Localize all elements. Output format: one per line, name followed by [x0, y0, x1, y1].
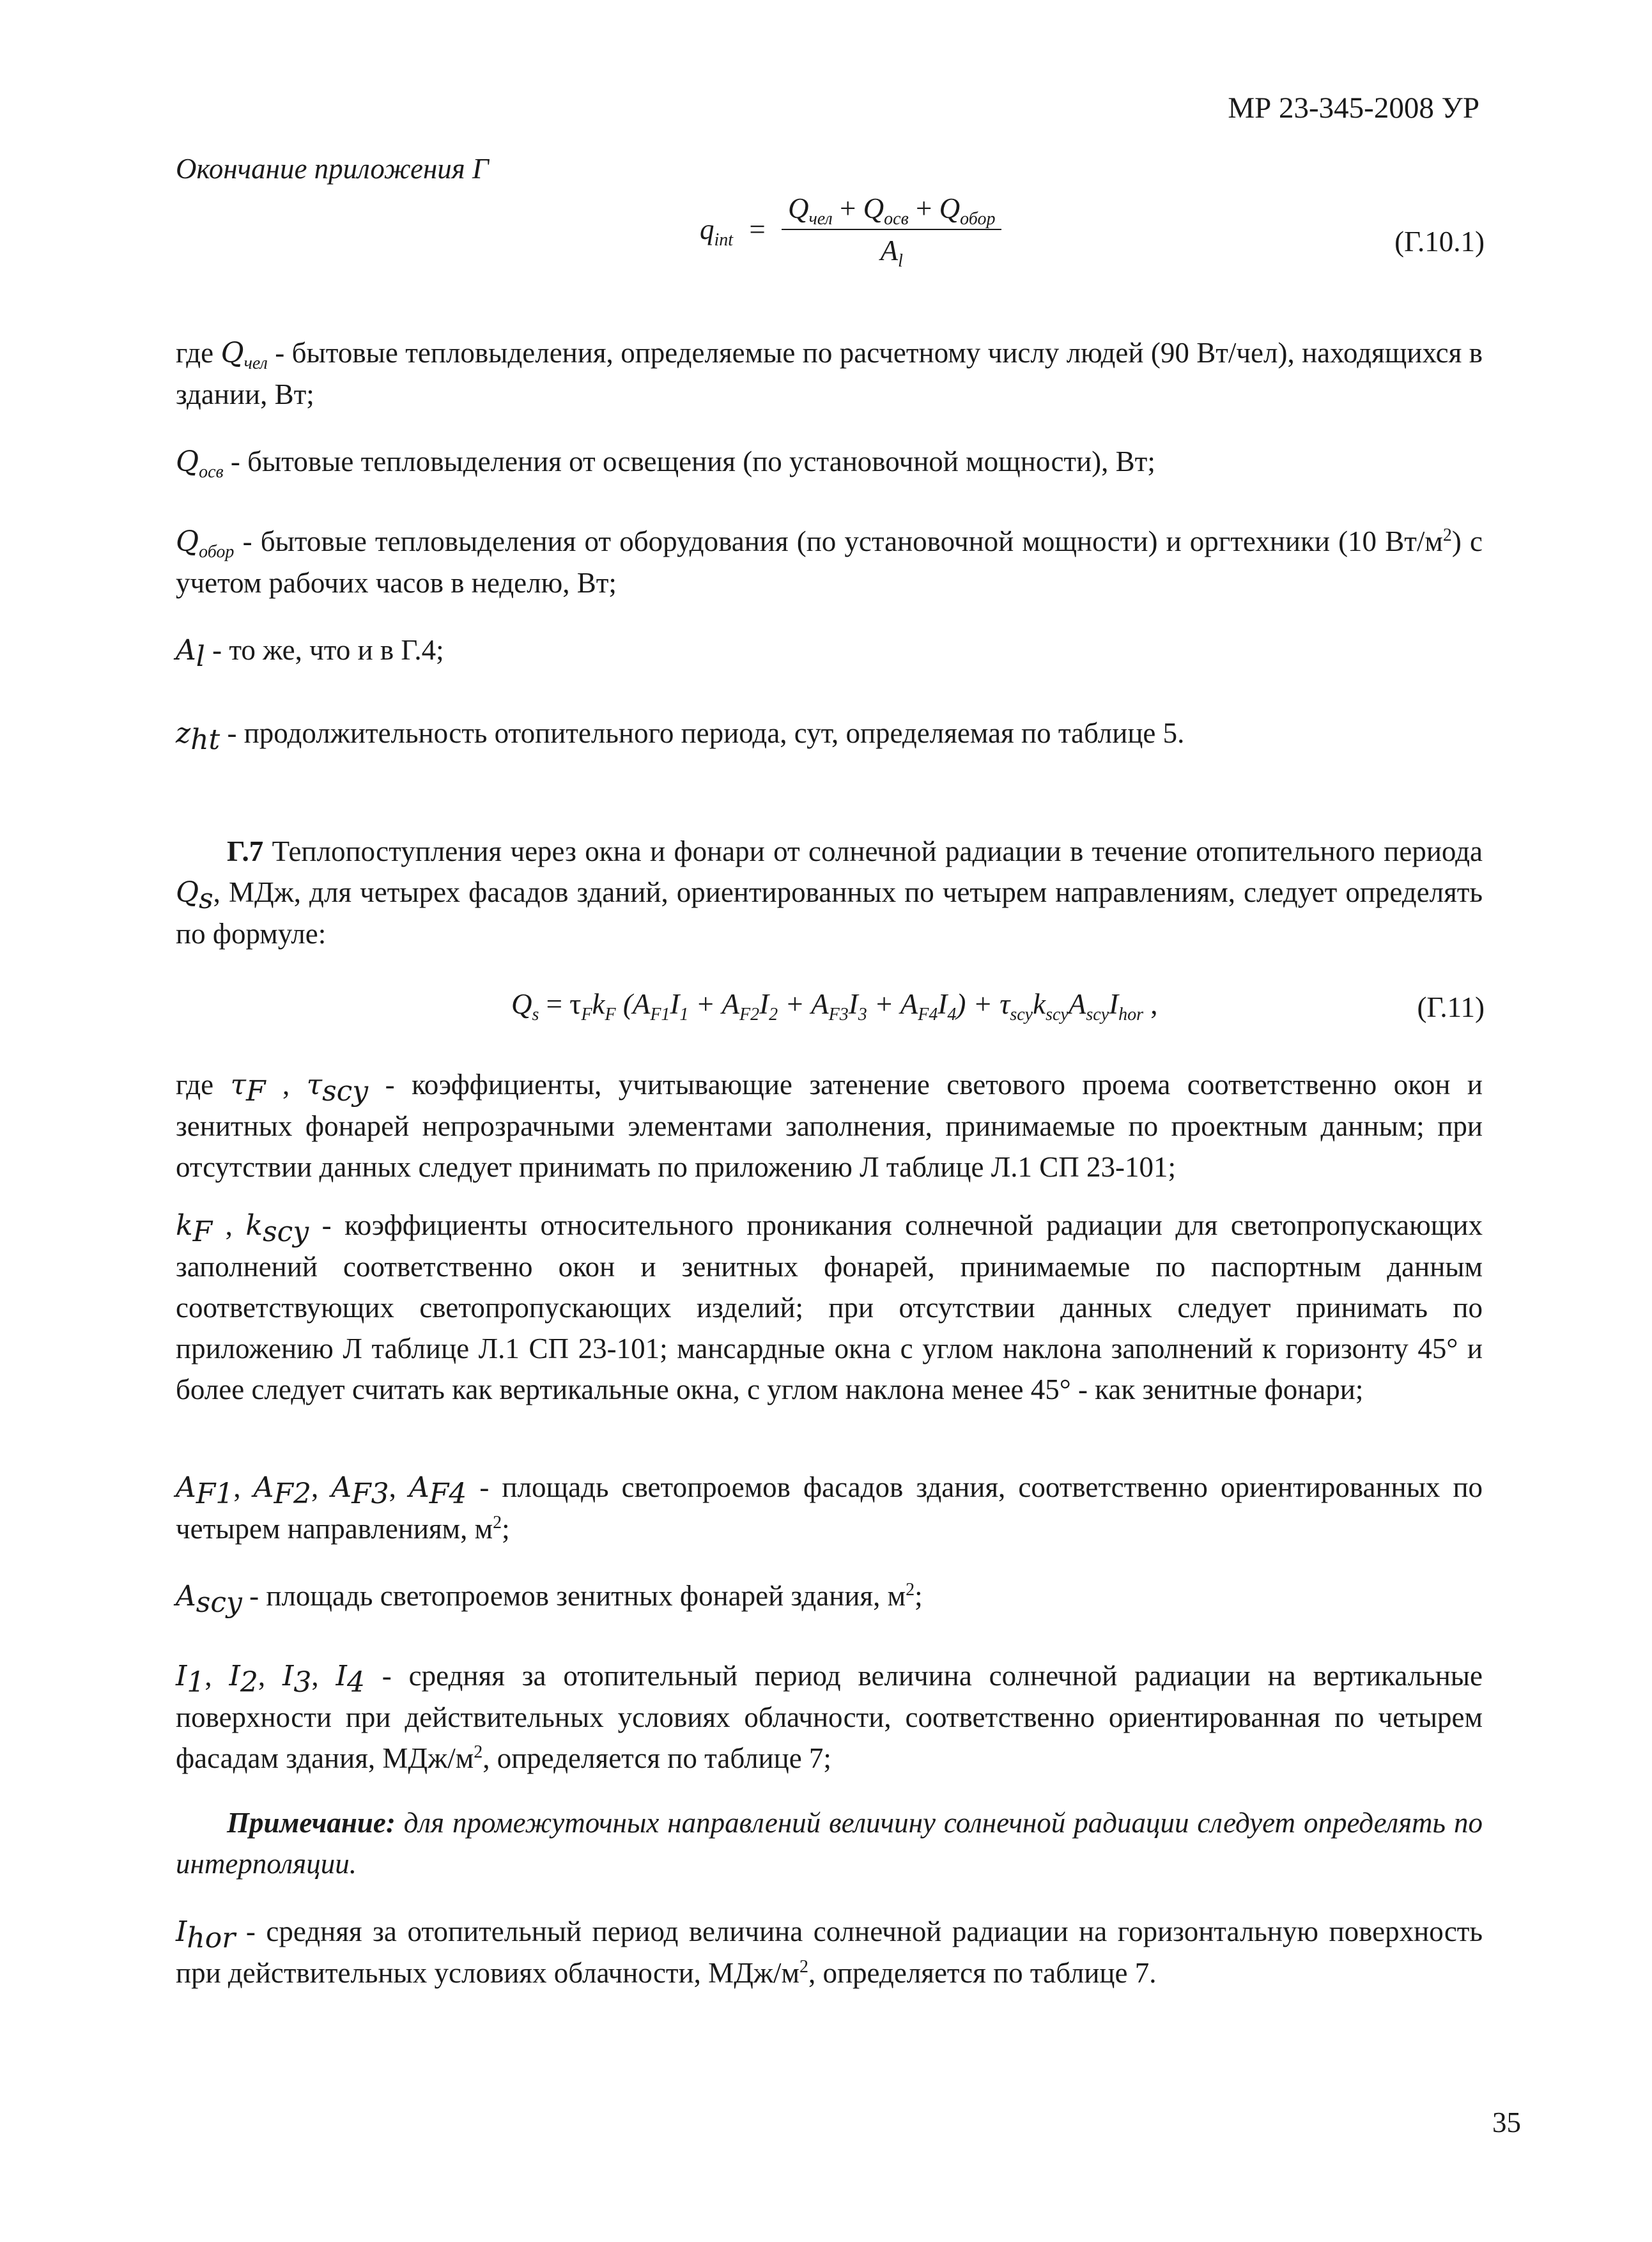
sym-i: I	[229, 1660, 240, 1692]
f11-p2: + A	[688, 988, 739, 1020]
def-sup: 2	[799, 1957, 808, 1977]
sym-a: A	[176, 634, 196, 667]
sym-q: Q	[220, 337, 244, 369]
sym-q: Q	[176, 876, 199, 909]
def-text: ) с учетом рабочих часов в неделю, Вт;	[176, 525, 1483, 599]
def-i-hor	[176, 1911, 1483, 1993]
sym-sub: s	[199, 883, 213, 915]
formula-g10-1: $q_{int}$ = $\frac{Q_{чел} + Q_{осв} + Q_{обор}}{A_l}$	[700, 192, 1001, 267]
f11-k-sub: F	[605, 1005, 616, 1024]
page-number: 35	[1492, 2107, 1521, 2138]
document-code: МР 23-345-2008 УР	[1228, 91, 1479, 125]
f11-tau-sub: F	[581, 1005, 592, 1024]
sym-sub: F	[192, 1216, 213, 1248]
f11-i4: I	[938, 988, 948, 1020]
def-a-l	[176, 630, 1483, 671]
def-sup: 2	[906, 1580, 915, 1600]
def-sup: 2	[474, 1742, 483, 1762]
def-q-obor	[176, 521, 1483, 603]
f11-i4-sub: 4	[947, 1005, 957, 1024]
num-q-obor: Q	[939, 192, 961, 224]
sym-sub: осв	[199, 462, 224, 482]
sym-sub: scy	[196, 1586, 242, 1619]
f11-i2: I	[759, 988, 769, 1020]
section-text: , МДж, для четырех фасадов зданий, ориентированных по четырем направлениям, следует определять по формуле:	[176, 876, 1483, 950]
def-text: - то же, что и в Г.4;	[205, 634, 444, 666]
note-text: для промежуточных направлений величину солнечной радиации следует определять по интерполяции.	[176, 1807, 1483, 1880]
sym-sub: 1	[187, 1666, 205, 1699]
num-q-chel-sub: чел	[808, 209, 833, 229]
def-text: - бытовые тепловыделения, определяемые по расчетному числу людей (90 Вт/чел), находящихся в здании, Вт;	[176, 337, 1483, 410]
def-sup: 2	[493, 1513, 502, 1533]
f11-p3: + A	[778, 988, 829, 1020]
def-q-osv	[176, 441, 1483, 483]
def-text: - средняя за отопительный период величина солнечной радиации на горизонтальную поверхность при действительных условиях облачности, МДж/м	[176, 1915, 1483, 1989]
sym-sub: 3	[293, 1666, 312, 1699]
def-q-chel: где $Q_{чел}$ - бытовые тепловыделения, определяемые по расчетному числу людей (90 Вт/чел), находящихся в здании, Вт;	[176, 337, 1483, 410]
sym-sub: обор	[199, 542, 235, 562]
den-a-sub: l	[898, 251, 903, 271]
def-text: - коэффициенты, учитывающие затенение светового проема соответственно окон и зенитных фонарей непрозрачными элементами заполнения, принимаемые по проектным данным; при отсутствии данных следует принимать по приложению Л таблице Л.1 СП 23-101;	[176, 1069, 1483, 1183]
def-text: - бытовые тепловыделения от освещения (по установочной мощности), Вт;	[223, 445, 1155, 477]
sym-i: I	[336, 1660, 347, 1692]
f11-i3-sub: 3	[858, 1005, 867, 1024]
def-k	[176, 1205, 1483, 1410]
formula-fraction: $\frac{Q_{чел} + Q_{осв} + Q_{обор}}{A_l}$	[782, 192, 1002, 267]
f11-i2-sub: 2	[769, 1005, 778, 1024]
def-sep: ,	[265, 1069, 307, 1101]
f11-ascy: A	[1068, 988, 1086, 1020]
def-text: , определяется по таблице 7;	[482, 1742, 831, 1774]
sym-z: z	[176, 717, 191, 750]
f11-p4: + A	[867, 988, 918, 1020]
f11-a4-sub: F4	[918, 1005, 938, 1024]
def-a-scy	[176, 1575, 1483, 1617]
formula-lhs: q	[700, 213, 714, 245]
sym-sub: scy	[263, 1216, 309, 1248]
f11-ascy-sub: scy	[1086, 1005, 1109, 1024]
def-text: - площадь светопроемов зенитных фонарей здания, м	[242, 1580, 906, 1612]
num-q-obor-sub: обор	[960, 209, 996, 229]
def-sep: ,	[212, 1209, 246, 1241]
def-text: - средняя за отопительный период величина солнечной радиации на вертикальные поверхности при действительных условиях облачности, соответственно ориентированная по четырем фасадам здания, МДж/м	[176, 1660, 1483, 1774]
sym-sub: F2	[274, 1478, 311, 1510]
num-q-osv: Q	[863, 192, 884, 224]
equation-number-g11: (Г.11)	[1417, 991, 1485, 1023]
section-label: Г.7	[227, 835, 264, 867]
formula-g11	[511, 987, 1158, 1024]
sym-i: I	[176, 1660, 187, 1692]
def-text: - бытовые тепловыделения от оборудования (по установочной мощности) и оргтехники (10 Вт/м	[234, 525, 1443, 557]
f11-close: ) + τ	[956, 988, 1010, 1020]
def-tau	[176, 1064, 1483, 1187]
def-i: $I_1$, $I_2$, $I_3$, $I_4$ - средняя за отопительный период величина солнечной радиации на вертикальные поверхности при действительных условиях облачности, соответственно ориентированная по четырем фасадам здания, МДж/$м^2$, определяется по таблице 7;	[176, 1660, 1483, 1774]
section-text: Теплопоступления через окна и фонари от солнечной радиации в течение отопительного периода	[263, 835, 1483, 867]
f11-ihor-sub: hor	[1118, 1005, 1144, 1024]
def-text: ;	[915, 1580, 923, 1612]
sym-sub: F	[245, 1075, 266, 1108]
f11-i1: I	[670, 988, 680, 1020]
def-a-f: $A_{F1}$, $A_{F2}$, $A_{F3}$, $A_{F4}$ - площадь светопроемов фасадов здания, соответственно ориентированных по четырем направлениям, $м^2$;	[176, 1471, 1483, 1545]
sym-sub: F4	[429, 1478, 467, 1510]
f11-kscy-sub: scy	[1046, 1005, 1069, 1024]
sym-k: k	[245, 1209, 263, 1242]
num-q-chel: Q	[787, 192, 809, 224]
f11-a3-sub: F3	[828, 1005, 849, 1024]
note	[176, 1802, 1483, 1884]
sym-q: Q	[176, 445, 199, 478]
f11-end: ,	[1143, 988, 1158, 1020]
f11-eq: = τ	[539, 988, 582, 1020]
sym-sub: чел	[243, 353, 268, 373]
sym-a: A	[331, 1471, 352, 1504]
sym-sub: ht	[190, 723, 220, 756]
def-z-ht	[176, 713, 1483, 754]
f11-kscy: k	[1033, 988, 1046, 1020]
f11-k: k	[592, 988, 605, 1020]
f11-open: (A	[615, 988, 651, 1020]
sym-q: Q	[176, 525, 199, 558]
sym-k: k	[176, 1209, 193, 1242]
sym-tau: τ	[306, 1069, 323, 1101]
sym-a: A	[253, 1471, 274, 1504]
equation-number-g10-1: (Г.10.1)	[1394, 226, 1485, 258]
appendix-subtitle: Окончание приложения Г	[176, 153, 489, 185]
note-label: Примечание:	[227, 1807, 396, 1839]
f11-a2-sub: F2	[739, 1005, 760, 1024]
formula-lhs-sub: int	[714, 230, 734, 250]
def-text: - площадь светопроемов фасадов здания, соответственно ориентированных по четырем направлениям, м	[176, 1471, 1483, 1545]
den-a: A	[880, 235, 899, 267]
def-text: - коэффициенты относительного проникания солнечной радиации для светопропускающих заполнений соответственно окон и зенитных фонарей, принимаемые по паспортным данным соответствующих светопропускающих изделий; при отсутствии данных следует принимать по приложению Л таблице Л.1 СП 23-101; мансардные окна с углом наклона заполнений к горизонту 45° и более следует считать как вертикальные окна, с углом наклона менее 45° - как зенитные фонари;	[176, 1209, 1483, 1405]
sym-i: I	[176, 1915, 187, 1948]
def-text: - продолжительность отопительного периода, сут, определяемая по таблице 5.	[220, 717, 1185, 749]
sym-a: A	[408, 1471, 429, 1504]
f11-tscy-sub: scy	[1010, 1005, 1033, 1024]
sym-a: A	[176, 1580, 196, 1612]
num-q-osv-sub: осв	[884, 209, 909, 229]
f11-a1-sub: F1	[650, 1005, 670, 1024]
f11-i3: I	[848, 988, 858, 1020]
f11-i1-sub: 1	[679, 1005, 689, 1024]
f11-ihor: I	[1109, 988, 1119, 1020]
sym-sub: l	[196, 640, 205, 673]
f11-q-sub: s	[532, 1005, 539, 1024]
def-sup: 2	[1442, 525, 1452, 545]
f11-q: Q	[511, 988, 532, 1020]
def-text: , определяется по таблице 7.	[808, 1957, 1157, 1989]
sym-a: A	[176, 1471, 196, 1504]
sym-sub: 2	[240, 1666, 258, 1699]
sym-sub: scy	[322, 1075, 369, 1108]
sym-sub: hor	[187, 1922, 236, 1954]
sym-sub: F3	[351, 1478, 389, 1510]
sym-tau: τ	[230, 1069, 246, 1101]
def-lead: где	[176, 1069, 231, 1101]
def-text: ;	[502, 1513, 510, 1545]
sym-sub: F1	[196, 1478, 234, 1510]
section-g7	[176, 831, 1483, 954]
sym-sub: 4	[346, 1666, 365, 1699]
sym-i: I	[282, 1660, 294, 1692]
